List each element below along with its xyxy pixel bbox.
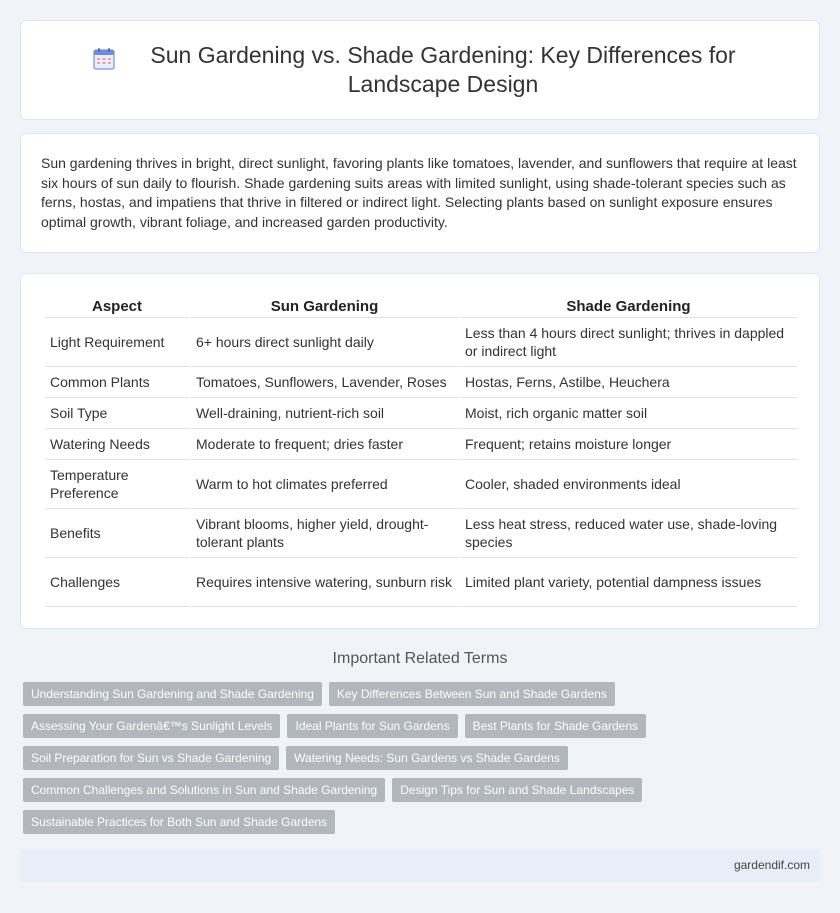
- related-tag[interactable]: Best Plants for Shade Gardens: [465, 714, 646, 738]
- comparison-table: [43, 294, 799, 607]
- cell-aspect: Light Requirement: [45, 318, 189, 367]
- header-sun: Sun Gardening: [191, 294, 458, 318]
- cell-shade: Less heat stress, reduced water use, shade-loving species: [460, 509, 797, 558]
- related-terms-title: Important Related Terms: [332, 650, 508, 667]
- intro-paragraph: Sun gardening thrives in bright, direct sunlight, favoring plants like tomatoes, lavender, and sunflowers that require at least six hours of sun daily to flourish. Shade gardening suits areas with limited sunlight, using shade-tolerant species such as ferns, hostas, and impatiens that thrive in filtered or indirect light. Selecting plants based on sunlight exposure ensures optimal growth, vibrant foliage, and increased garden productivity.: [41, 155, 797, 230]
- related-tag[interactable]: Sustainable Practices for Both Sun and Shade Gardens: [23, 810, 335, 834]
- cell-sun: Warm to hot climates preferred: [191, 460, 458, 509]
- cell-sun: Moderate to frequent; dries faster: [191, 429, 458, 460]
- cell-sun: Tomatoes, Sunflowers, Lavender, Roses: [191, 367, 458, 398]
- calendar-icon: [92, 47, 116, 71]
- table-row: [45, 398, 797, 429]
- cell-aspect: Benefits: [45, 509, 189, 558]
- table-row: [45, 367, 797, 398]
- related-tag[interactable]: Understanding Sun Gardening and Shade Gardening: [23, 682, 322, 706]
- cell-sun: Vibrant blooms, higher yield, drought-tolerant plants: [191, 509, 458, 558]
- cell-aspect: Common Plants: [45, 367, 189, 398]
- comparison-card: [20, 273, 820, 629]
- cell-shade: Limited plant variety, potential dampness issues: [460, 558, 797, 607]
- table-row: [45, 509, 797, 558]
- cell-aspect: Temperature Preference: [45, 460, 189, 509]
- table-row: [45, 558, 797, 607]
- cell-shade: Moist, rich organic matter soil: [460, 398, 797, 429]
- table-row: [45, 460, 797, 509]
- page-title: Sun Gardening vs. Shade Gardening: Key Differences for Landscape Design: [150, 42, 736, 97]
- related-tag[interactable]: Common Challenges and Solutions in Sun and Shade Gardening: [23, 778, 385, 802]
- cell-sun: 6+ hours direct sunlight daily: [191, 318, 458, 367]
- intro-card: [20, 133, 820, 253]
- header-shade: Shade Gardening: [460, 294, 797, 318]
- cell-shade: Less than 4 hours direct sunlight; thrives in dappled or indirect light: [460, 318, 797, 367]
- related-tag[interactable]: Assessing Your Gardenâ€™s Sunlight Levels: [23, 714, 280, 738]
- related-tag[interactable]: Watering Needs: Sun Gardens vs Shade Gardens: [286, 746, 568, 770]
- cell-aspect: Watering Needs: [45, 429, 189, 460]
- related-tag[interactable]: Ideal Plants for Sun Gardens: [287, 714, 457, 738]
- cell-aspect: Soil Type: [45, 398, 189, 429]
- related-terms-tags: [23, 682, 823, 842]
- cell-shade: Cooler, shaded environments ideal: [460, 460, 797, 509]
- footer: [20, 849, 820, 882]
- cell-sun: Requires intensive watering, sunburn risk: [191, 558, 458, 607]
- cell-aspect: Challenges: [45, 558, 189, 607]
- cell-sun: Well-draining, nutrient-rich soil: [191, 398, 458, 429]
- table-row: [45, 318, 797, 367]
- table-row: [45, 429, 797, 460]
- header-card: [20, 20, 820, 120]
- related-tag[interactable]: Design Tips for Sun and Shade Landscapes: [392, 778, 642, 802]
- related-tag[interactable]: Key Differences Between Sun and Shade Gardens: [329, 682, 615, 706]
- related-tag[interactable]: Soil Preparation for Sun vs Shade Gardening: [23, 746, 279, 770]
- footer-site-link[interactable]: gardendif.com: [733, 858, 810, 872]
- header-aspect: Aspect: [45, 294, 189, 318]
- cell-shade: Hostas, Ferns, Astilbe, Heuchera: [460, 367, 797, 398]
- cell-shade: Frequent; retains moisture longer: [460, 429, 797, 460]
